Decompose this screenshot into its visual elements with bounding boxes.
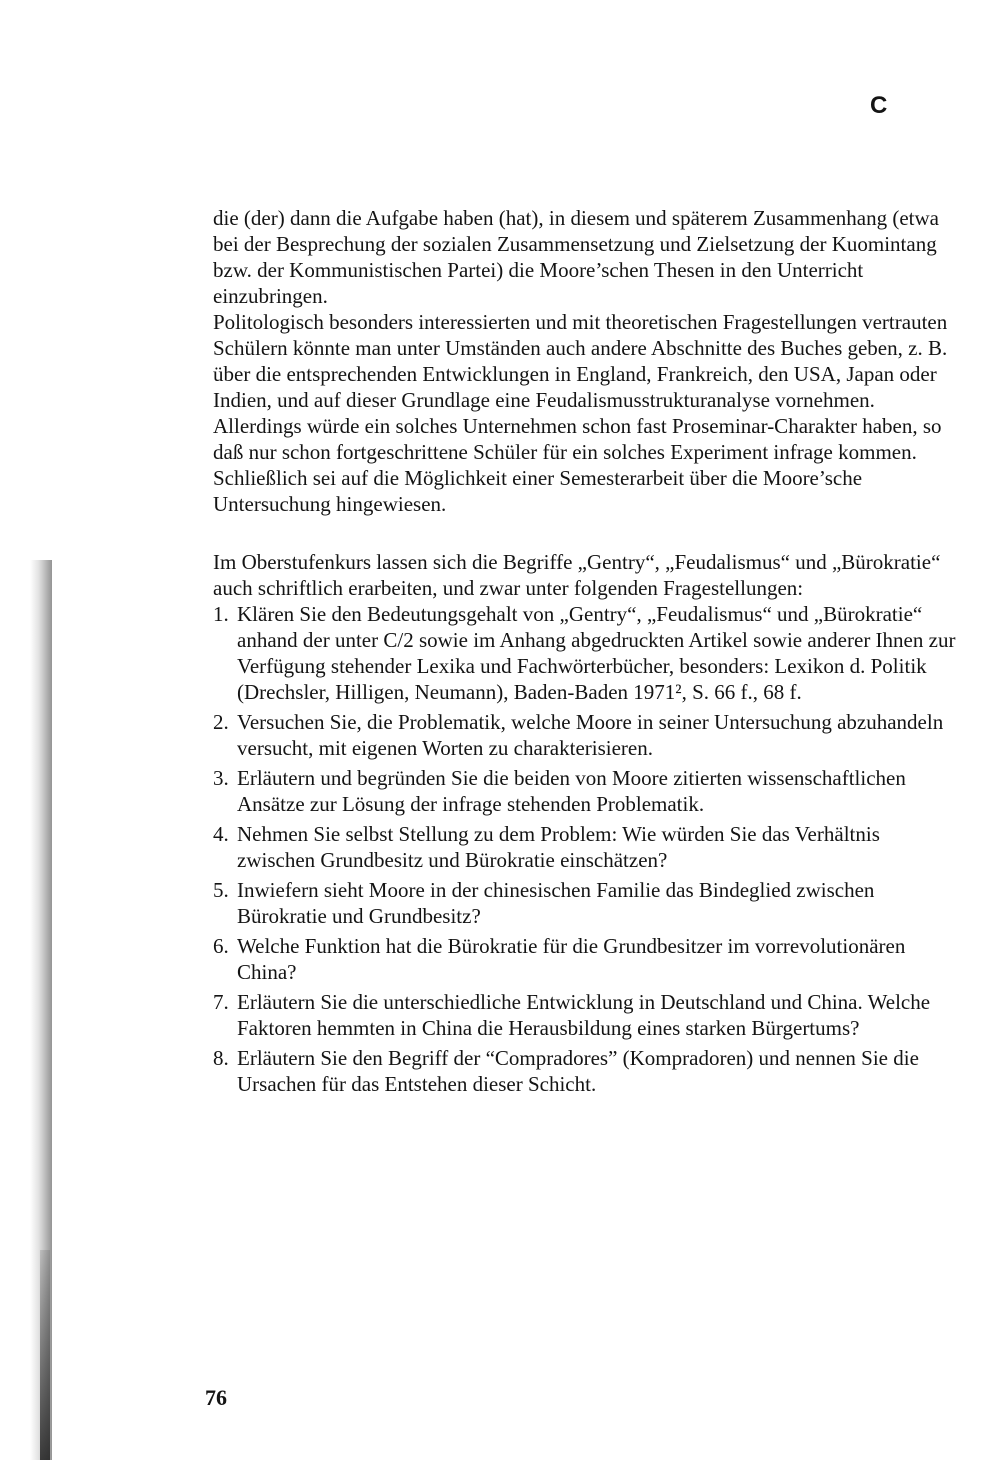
question-text: Versuchen Sie, die Problematik, welche Moore in seiner Untersuchung abzuhandeln versucht, mit eigenen Worten zu charakterisieren.: [237, 710, 944, 760]
question-intro: Im Oberstufenkurs lassen sich die Begriffe „Gentry“, „Feudalismus“ und „Bürokratie“ auch schriftlich erarbeiten, und zwar unter folgenden Fragestellungen:: [213, 550, 941, 600]
question-item: [213, 933, 963, 985]
scanned-binding-shadow: [40, 1250, 50, 1460]
question-text: Klären Sie den Bedeutungsgehalt von „Gentry“, „Feudalismus“ und „Bürokratie“ anhand der unter C/2 sowie im Anhang abgedruckten Artikel sowie anderer Ihnen zur Verfügung stehender Lexika und Fachwörterbücher, besonders: Lexikon d. Politik (Drechsler, Hilligen, Neumann), Baden-Baden 1971², S. 66 f., 68 f.: [237, 602, 956, 704]
question-number: 7.: [213, 990, 229, 1014]
question-number: 4.: [213, 822, 229, 846]
question-number: 8.: [213, 1046, 229, 1070]
question-text: Erläutern Sie die unterschiedliche Entwicklung in Deutschland und China. Welche Faktoren hemmten in China die Herausbildung eines starken Bürgertums?: [237, 990, 931, 1040]
question-item: [213, 821, 963, 873]
question-text: Welche Funktion hat die Bürokratie für die Grundbesitzer im vorrevolutionären China?: [237, 934, 906, 984]
question-item: [213, 709, 963, 761]
question-text: Inwiefern sieht Moore in der chinesischen Familie das Bindeglied zwischen Bürokratie und Grundbesitz?: [237, 878, 875, 928]
question-text: Nehmen Sie selbst Stellung zu dem Problem: Wie würden Sie das Verhältnis zwischen Grundbesitz und Bürokratie einschätzen?: [237, 822, 880, 872]
page-body: [213, 205, 963, 1101]
question-item: [213, 1045, 963, 1097]
question-number: 5.: [213, 878, 229, 902]
question-item: [213, 765, 963, 817]
question-item: [213, 601, 963, 705]
question-list: [213, 601, 963, 1097]
question-number: 3.: [213, 766, 229, 790]
question-text: Erläutern Sie den Begriff der “Compradores” (Kompradoren) und nennen Sie die Ursachen für das Entstehen dieser Schicht.: [237, 1046, 919, 1096]
paragraph-spacer: [213, 517, 963, 549]
question-number: 6.: [213, 934, 229, 958]
section-letter: C: [870, 92, 888, 119]
question-number: 2.: [213, 710, 229, 734]
question-item: [213, 989, 963, 1041]
question-item: [213, 877, 963, 929]
question-number: 1.: [213, 602, 229, 626]
page-number: 76: [205, 1385, 227, 1410]
paragraph: die (der) dann die Aufgabe haben (hat), in diesem und späterem Zusammenhang (etwa bei der Besprechung der sozialen Zusammensetzung und Zielsetzung der Kuomintang bzw. der Kommunistischen Partei) die Moore’schen Thesen in den Unterricht einzubringen.: [213, 206, 939, 308]
paragraph: Politologisch besonders interessierten und mit theoretischen Fragestellungen vertrauten Schülern könnte man unter Umständen auch andere Abschnitte des Buches geben, z. B. über die entsprechenden Entwicklungen in England, Frankreich, den USA, Japan oder Indien, und auf dieser Grundlage eine Feudalismusstrukturanalyse vornehmen. Allerdings würde ein solches Unternehmen schon fast Proseminar-Charakter haben, so daß nur schon fortgeschrittene Schüler für ein solches Experiment infrage kommen. Schließlich sei auf die Möglichkeit einer Semesterarbeit über die Moore’sche Untersuchung hingewiesen.: [213, 310, 948, 516]
question-text: Erläutern und begründen Sie die beiden von Moore zitierten wissenschaftlichen Ansätze zur Lösung der infrage stehenden Problematik.: [237, 766, 906, 816]
